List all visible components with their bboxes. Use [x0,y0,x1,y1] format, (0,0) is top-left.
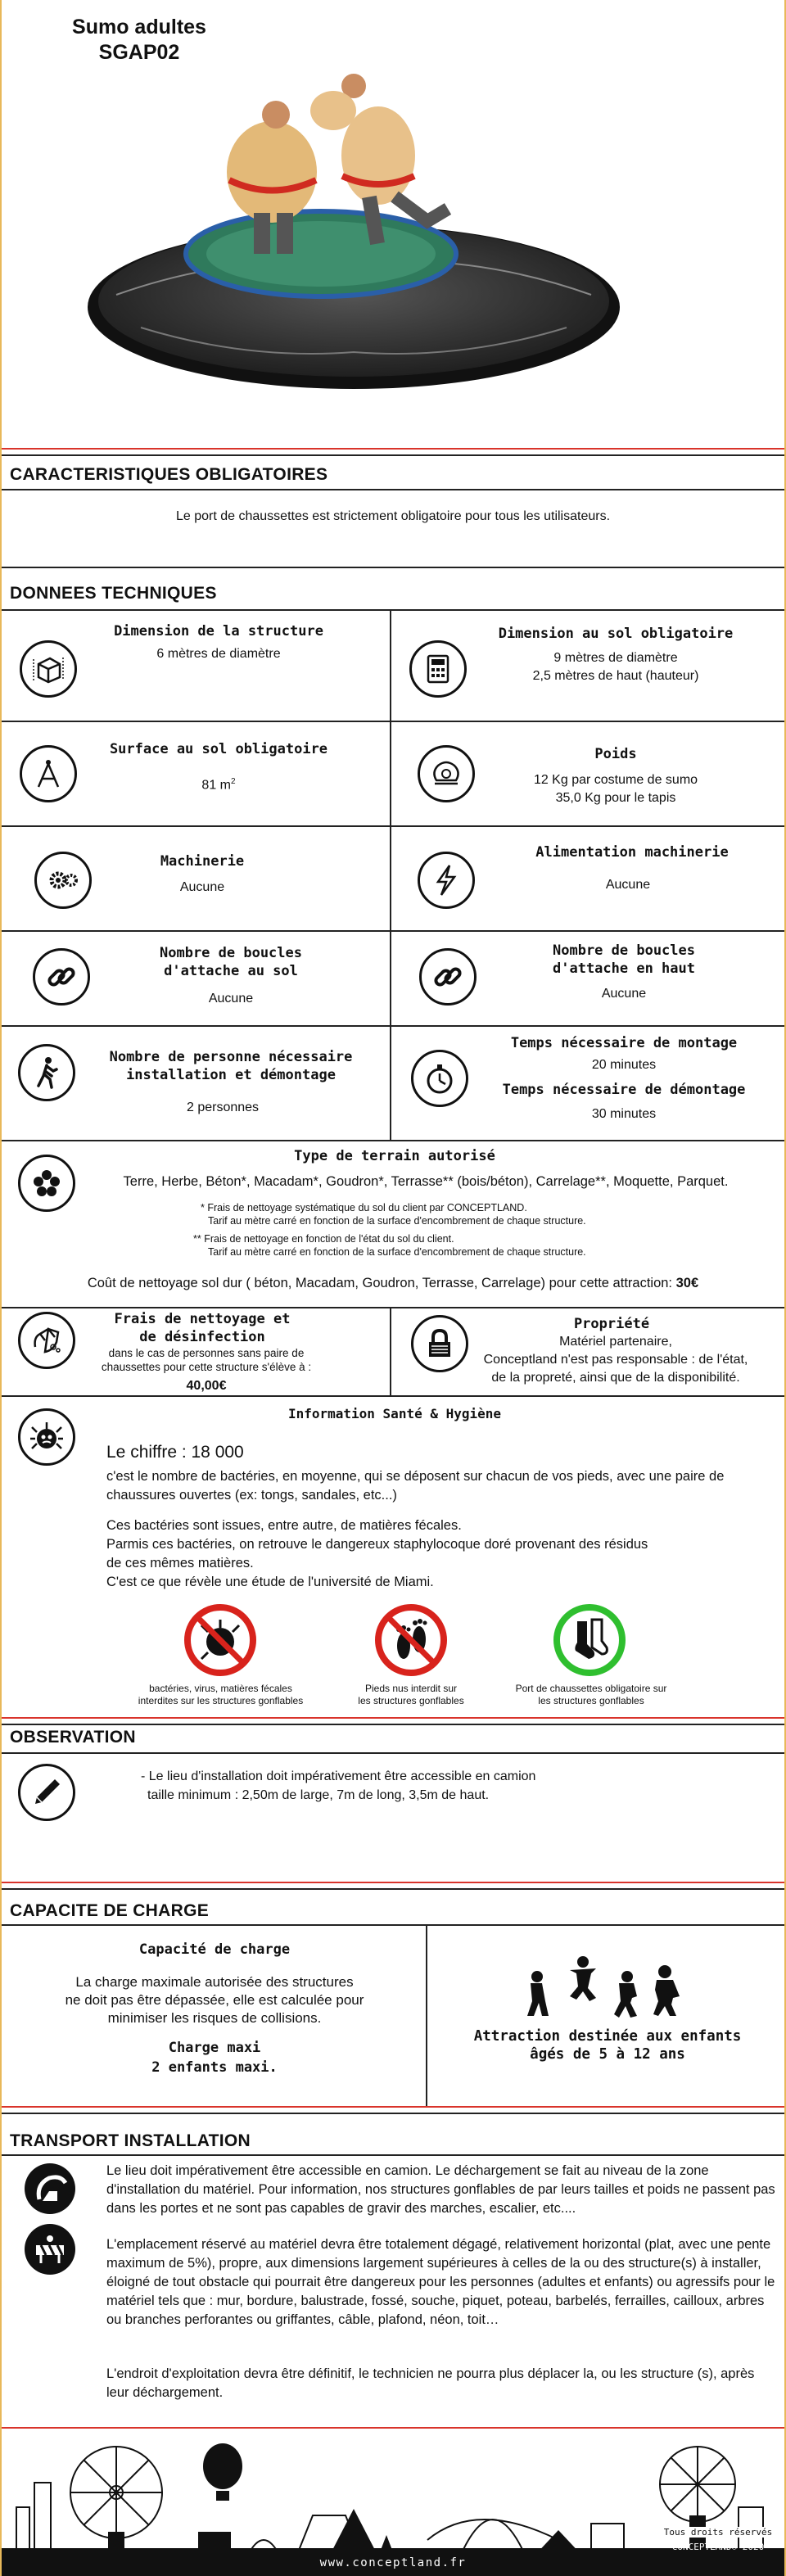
alimentation-value: Aucune [605,878,651,892]
personnes-label1: Nombre de personne nécessaire [109,1049,353,1065]
footer-website[interactable]: www.conceptland.fr [319,2556,467,2569]
transport-p1: Le lieu doit impérativement être accessible en camion. Le déchargement se fait au niveau de la zone d'installation du matériel. Pour information, nos structures gonflables de par leurs tailles et poids ne passent pas dans les portes et ne sont pas capables de gravir des marches, escalier, etc.... [106,2163,775,2216]
jumping-children-icon [517,1955,689,2021]
demontage-value: 30 minutes [591,1107,657,1121]
capacite-title: CAPACITE DE CHARGE [10,1901,210,1920]
machinerie-value: Aucune [179,880,225,894]
terrain-cost-line [2,1276,784,1291]
propriete-text1: Matériel partenaire, [559,1335,672,1349]
poids-value2: 35,0 Kg pour le tapis [555,791,676,805]
terrain-note2b: Tarif au mètre carré en fonction de la surface d'encombrement de chaque structure. [208,1246,586,1258]
machinerie-label: Machinerie [160,853,245,870]
montage-value: 20 minutes [591,1058,657,1072]
sante-p2c: de ces mêmes matières. [106,1556,254,1570]
poids-label: Poids [594,746,637,762]
truck-road-icon [25,2163,75,2214]
capacite-text1: La charge maximale autorisée des structures [75,1974,354,1990]
capacite-maxi-value: 2 enfants maxi. [151,2059,278,2076]
surface-value: 81 m [201,778,231,793]
badge1-line2: interdites sur les structures gonflables [138,1695,304,1706]
bacteria-icon [18,1408,75,1466]
badge3-line2: les structures gonflables [538,1695,644,1706]
compass-icon [20,745,77,802]
boucles-haut-label1: Nombre de boucles [553,942,695,959]
sante-chiffre: Le chiffre : 18 000 [106,1443,244,1462]
capacite-text2: ne doit pas être dépassée, elle est calculée pour [65,1992,364,2008]
weight-icon [418,745,475,802]
dimension-structure-value: 6 mètres de diamètre [156,647,281,661]
capacite-label: Capacité de charge [138,1941,291,1958]
sante-p2b: Parmis ces bactéries, on retrouve le dangereux staphylocoque doré provenant des résidus [106,1537,648,1552]
alimentation-label: Alimentation machinerie [535,844,729,861]
boucles-sol-value: Aucune [208,992,254,1006]
calculator-icon [409,640,467,698]
personnes-label2: installation et démontage [126,1067,336,1083]
no-bare-feet-icon [374,1603,448,1677]
children-line2: âgés de 5 à 12 ans [530,2046,685,2063]
lightning-icon [418,852,475,909]
dimension-sol-value1: 9 mètres de diamètre [553,651,678,665]
sante-label: Information Santé & Hygiène [287,1406,502,1421]
badge3-line1: Port de chaussettes obligatoire sur [515,1683,667,1694]
walking-person-icon [18,1044,75,1101]
surface-label: Surface au sol obligatoire [109,741,328,757]
terrain-note1a: * Frais de nettoyage systématique du sol du client par CONCEPTLAND. [201,1202,527,1213]
observation-line2: taille minimum : 2,50m de large, 7m de long, 3,5m de haut. [147,1788,490,1802]
transport-p3: L'endroit d'exploitation devra être définitif, le technicien ne pourra plus déplacer la, ou les structure (s), après leur déchargement. [106,2366,755,2400]
propriete-label: Propriété [573,1316,650,1332]
gears-icon [34,852,92,909]
dimension-sol-label: Dimension au sol obligatoire [498,626,734,642]
propriete-text2: Conceptland n'est pas responsable : de l'état, [483,1353,748,1367]
hand-wash-icon [18,1312,75,1369]
frais-text2: chaussettes pour cette structure s'élève à : [101,1361,312,1373]
montage-label: Temps nécessaire de montage [510,1035,738,1051]
terrain-note1b: Tarif au mètre carré en fonction de la surface d'encombrement de chaque structure. [208,1215,586,1227]
sante-p1b: chaussures ouvertes (ex: tongs, sandales, etc...) [106,1488,397,1503]
product-image [84,57,624,393]
product-code: SGAP02 [98,41,180,64]
caracteristiques-text: Le port de chaussettes est strictement obligatoire pour tous les utilisateurs. [175,509,611,523]
transport-title: TRANSPORT INSTALLATION [10,2131,251,2150]
frais-value: 40,00€ [186,1379,227,1393]
stopwatch-icon [411,1050,468,1107]
chain-link-icon [33,948,90,1006]
frais-text1: dans le cas de personnes sans paire de [108,1347,305,1359]
boucles-sol-label2: d'attache au sol [164,963,298,979]
badge2-line2: les structures gonflables [358,1695,464,1706]
boucles-haut-value: Aucune [601,987,647,1001]
transport-p2: L'emplacement réservé au matériel devra être totalement dégagé, relativement horizontal (plat, avec une pente maximum de 5%), propre, aux dimensions largement supérieures à celles de la ou des structure(s) à installer, éloigné de tout obstacle qui pourrait être dangereux pour les personnes (adultes et enfants) ou agressifs pour le matériel tels que : mur, bordure, balustrade, fossé, souche, piquet, poteau, barbelés, ferrailles, cailloux, arbres ou branches perforantes ou griffantes, câble, plafond, néon, toit… [106,2237,775,2327]
terrain-cost-value: 30€ [675,1276,699,1290]
terrain-label: Type de terrain autorisé [294,1148,495,1164]
boucles-haut-label2: d'attache en haut [553,960,695,977]
fairground-skyline [2,2434,784,2556]
terrain-note2a: ** Frais de nettoyage en fonction de l'état du sol du client. [193,1233,454,1245]
observation-line1: - Le lieu d'installation doit impérativement être accessible en camion [141,1769,536,1783]
surface-value-wrap [84,773,354,793]
badge2-line1: Pieds nus interdit sur [364,1683,458,1694]
surface-unit-sup: 2 [231,777,236,786]
sante-p1a: c'est le nombre de bactéries, en moyenne, qui se déposent sur chacun de vos pieds, avec une paire de [106,1469,725,1484]
socks-required-icon [553,1603,626,1677]
donnees-title: DONNEES TECHNIQUES [10,584,217,603]
footer-rights2: CONCEPTLAND© 2020 [671,2542,765,2552]
sante-p2d: C'est ce que révèle une étude de l'université de Miami. [106,1575,434,1589]
demontage-label: Temps nécessaire de démontage [502,1082,746,1098]
chain-link-icon [419,948,477,1006]
product-name: Sumo adultes [72,16,206,38]
terrain-value: Terre, Herbe, Béton*, Macadam*, Goudron*, Terrasse** (bois/béton), Carrelage**, Moquette, Parquet. [123,1174,729,1189]
dimension-sol-value2: 2,5 mètres de haut (hauteur) [532,669,699,683]
badge1-line1: bactéries, virus, matières fécales [149,1683,292,1694]
frais-label2: de désinfection [139,1329,265,1345]
barrier-icon [25,2224,75,2275]
cube-measure-icon [20,640,77,698]
terrain-cost: Coût de nettoyage sol dur ( béton, Macadam, Goudron, Terrasse, Carrelage) pour cette attraction: [87,1276,673,1290]
flower-icon [18,1155,75,1212]
no-bacteria-icon [183,1603,257,1677]
frais-label1: Frais de nettoyage et [114,1311,291,1327]
boucles-sol-label1: Nombre de boucles [160,945,302,961]
footer-rights1: Tous droits réservés [657,2527,779,2538]
dimension-structure-label: Dimension de la structure [114,623,323,639]
personnes-value: 2 personnes [186,1100,260,1114]
capacite-maxi-label: Charge maxi [168,2040,261,2056]
caracteristiques-title: CARACTERISTIQUES OBLIGATOIRES [10,465,328,484]
sante-p2a: Ces bactéries sont issues, entre autre, de matières fécales. [106,1518,462,1533]
propriete-text3: de la propreté, ainsi que de la disponibilité. [491,1371,740,1385]
pen-icon [18,1764,75,1821]
poids-value1: 12 Kg par costume de sumo [533,773,698,787]
children-line1: Attraction destinée aux enfants [473,2028,742,2045]
observation-title: OBSERVATION [10,1728,136,1747]
capacite-text3: minimiser les risques de collisions. [107,2010,322,2026]
